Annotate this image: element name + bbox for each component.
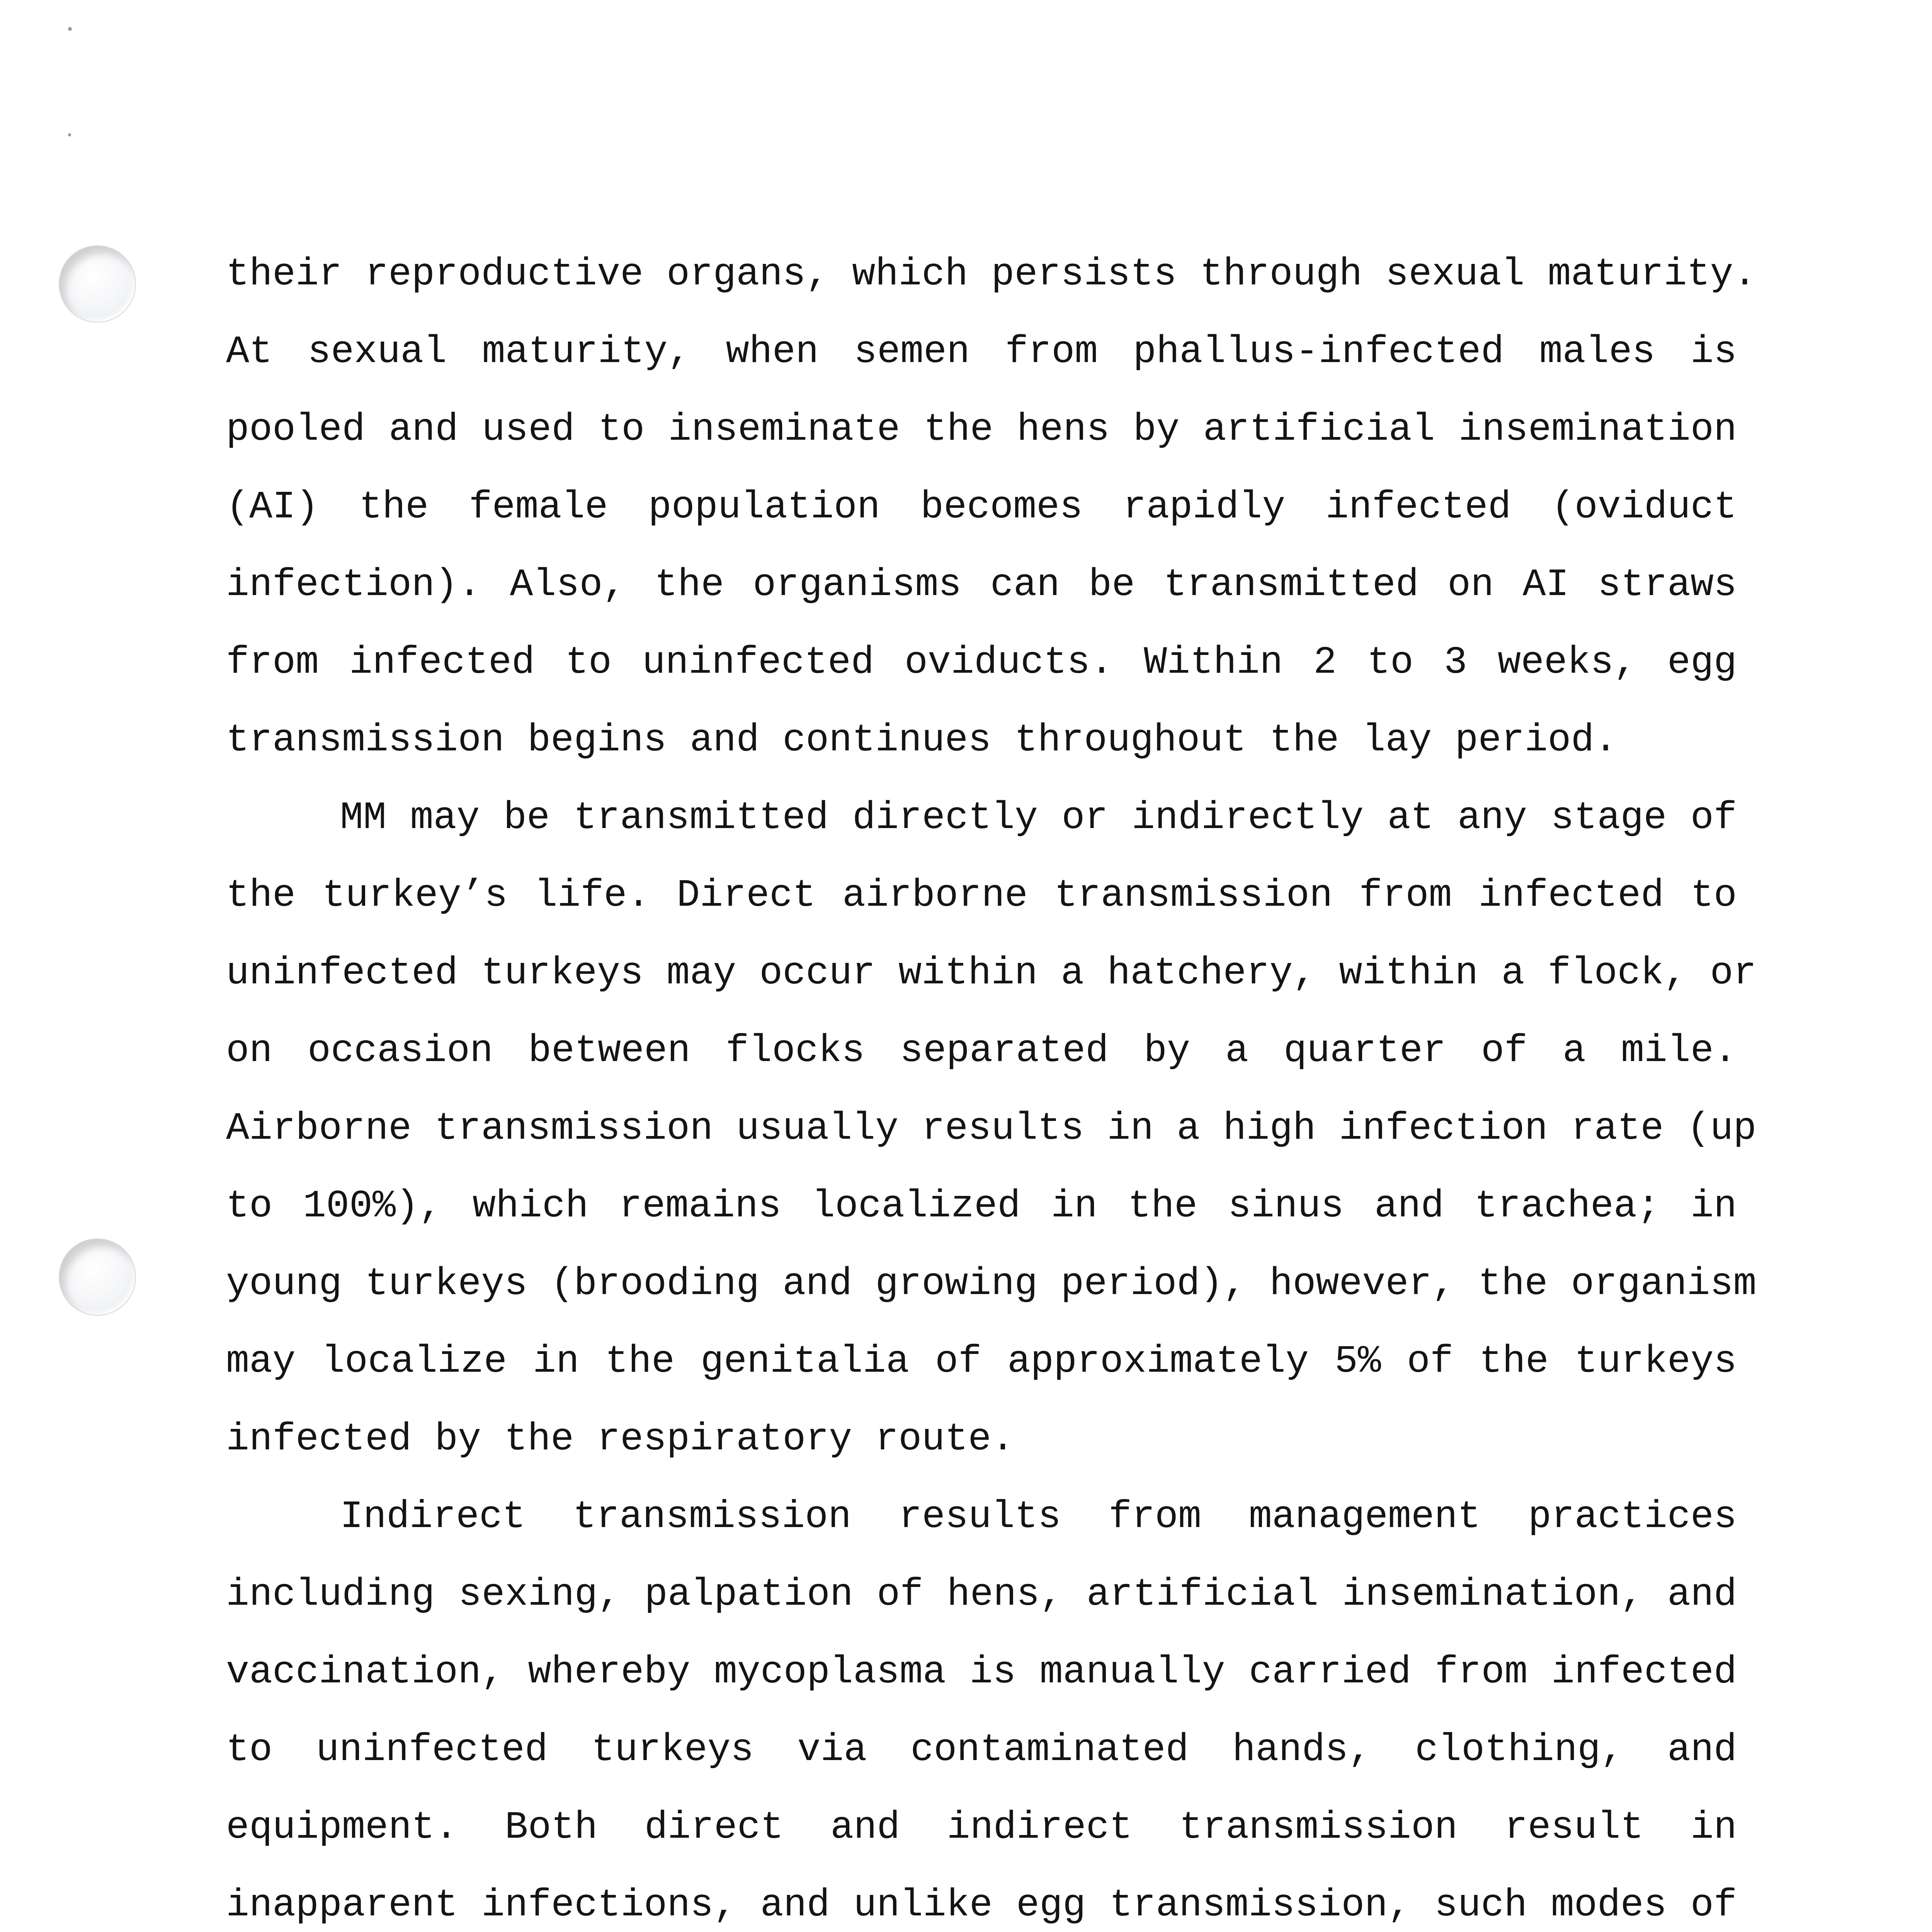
text-line: their reproductive organs, which persists through sexual maturity.: [226, 253, 1757, 296]
text-line: MM may be transmitted directly or indirectly at any stage of: [340, 796, 1737, 840]
text-line: including sexing, palpation of hens, artificial insemination, and: [226, 1573, 1737, 1617]
text-line: pooled and used to inseminate the hens by artificial insemination: [226, 408, 1737, 452]
text-line: transmission begins and continues throughout the lay period.: [226, 719, 1617, 762]
text-line: may localize in the genitalia of approximately 5% of the turkeys: [226, 1340, 1737, 1384]
body-text: [226, 236, 1757, 1932]
text-line: on occasion between flocks separated by a quarter of a mile.: [226, 1029, 1737, 1073]
text-line: Indirect transmission results from management practices: [340, 1495, 1737, 1539]
text-line: (AI) the female population becomes rapidly infected (oviduct: [226, 486, 1737, 529]
punch-hole: [59, 245, 136, 323]
punch-hole: [59, 1238, 136, 1316]
text-line: young turkeys (brooding and growing period), however, the organism: [226, 1262, 1757, 1306]
text-line: from infected to uninfected oviducts. Within 2 to 3 weeks, egg: [226, 641, 1737, 685]
scan-speck: [68, 133, 71, 136]
text-line: infected by the respiratory route.: [226, 1418, 1015, 1461]
text-line: to uninfected turkeys via contaminated hands, clothing, and: [226, 1728, 1737, 1772]
text-line: vaccination, whereby mycoplasma is manually carried from infected: [226, 1651, 1737, 1694]
text-line: the turkey’s life. Direct airborne transmission from infected to: [226, 874, 1737, 918]
scan-speck: [68, 27, 72, 31]
text-line: Airborne transmission usually results in a high infection rate (up: [226, 1107, 1757, 1151]
text-line: infection). Also, the organisms can be transmitted on AI straws: [226, 563, 1737, 607]
text-line: equipment. Both direct and indirect transmission result in: [226, 1806, 1737, 1850]
text-line: At sexual maturity, when semen from phallus-infected males is: [226, 330, 1737, 374]
text-line: inapparent infections, and unlike egg transmission, such modes of: [226, 1884, 1737, 1927]
text-line: uninfected turkeys may occur within a hatchery, within a flock, or: [226, 952, 1757, 995]
text-line: to 100%), which remains localized in the sinus and trachea; in: [226, 1185, 1737, 1228]
